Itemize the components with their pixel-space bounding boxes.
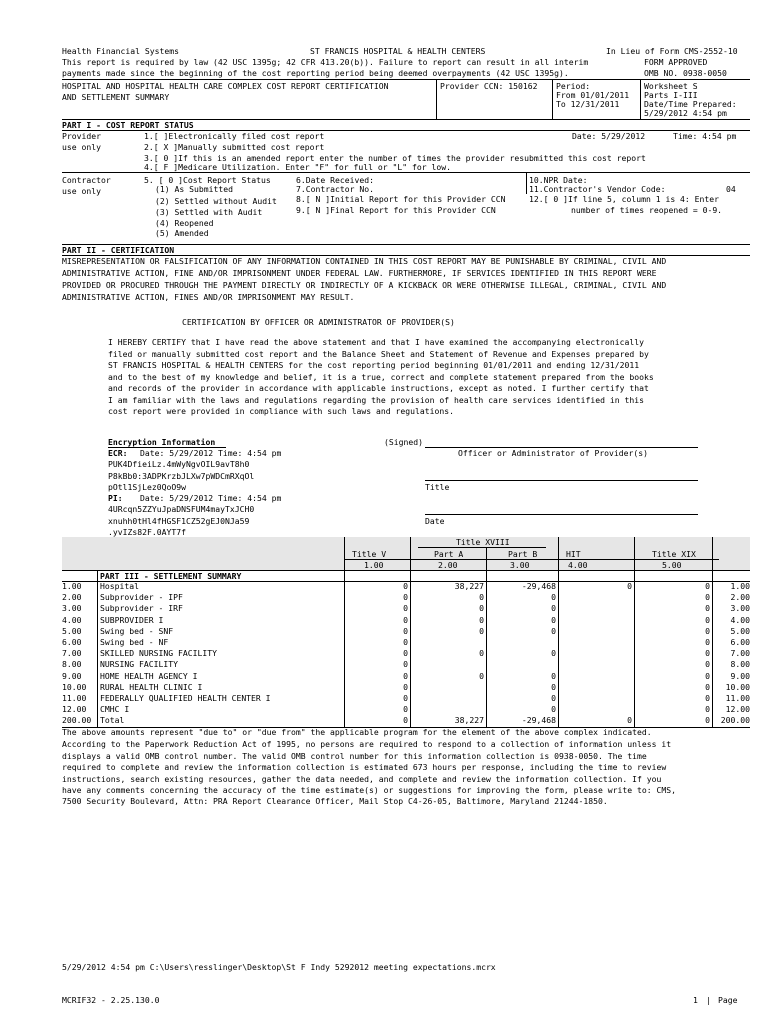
omb-number: OMB NO. 0938-0050 [644, 68, 727, 78]
period-label: Period: [556, 81, 591, 91]
page-number: 1 [693, 995, 698, 1005]
paperwork-line-1: According to the Paperwork Reduction Act of 1995, no persons are required to respond to a collection of information unless it [62, 739, 672, 749]
item-1: 1.[ ]Electronically filed cost report [144, 131, 325, 141]
status-2: (2) Settled without Audit [155, 196, 277, 206]
settlement-cell-h: 0 [627, 715, 632, 726]
settlement-cell-v: 0 [403, 693, 408, 703]
item-3: 3.[ 0 ]If this is an amended report enter the number of times the provider resubmitted this cost report [144, 153, 646, 163]
colnum-5: 5.00 [662, 560, 682, 570]
settlement-cell-a: 38,227 [454, 581, 484, 591]
settlement-cell-v: 0 [403, 715, 408, 726]
form-approved: FORM APPROVED [644, 57, 708, 67]
ecr-code-2: P8kBb0:3ADPKrzbJLXw7pWDCmRXqOl [108, 471, 255, 481]
settlement-cell-b: 0 [551, 670, 556, 681]
settlement-cell-label: HOME HEALTH AGENCY I [100, 670, 198, 681]
settlement-cell-b: 0 [551, 693, 556, 703]
period-to: To 12/31/2011 [556, 99, 620, 109]
settlement-cell-n: 8.00 [62, 659, 82, 670]
ecr-code-3: pOtl1SjLez0QoO9w [108, 482, 186, 492]
paperwork-line-5: have any comments concerning the accuracy of the time estimate(s) or suggestions for improving the form, please write to: CMS, [62, 785, 676, 795]
ecr-label: ECR: [108, 448, 128, 458]
settlement-cell-r: 8.00 [730, 659, 750, 670]
settlement-cell-v: 0 [403, 603, 408, 614]
settlement-cell-x: 0 [705, 659, 710, 670]
part3-title: PART III - SETTLEMENT SUMMARY [100, 571, 242, 581]
grid-line [97, 570, 98, 727]
status-4: (4) Reopened [155, 218, 214, 228]
settlement-cell-label: Total [100, 715, 125, 726]
cert-line-6: I am familiar with the laws and regulations regarding the provision of health care services identified in this [108, 395, 645, 405]
settlement-cell-x: 0 [705, 670, 710, 681]
item-6: 6.Date Received: [296, 175, 374, 185]
settlement-cell-x: 0 [705, 581, 710, 591]
ecr-code-1: PUK4DfieiLz.4mWyNgvOIL9avT8h0 [108, 459, 250, 469]
officer-label: Officer or Administrator of Provider(s) [458, 448, 649, 458]
settlement-cell-n: 6.00 [62, 637, 82, 647]
pi-code-2: xnuhh0tHl4fHGSF1CZ52gEJ0NJa59 [108, 516, 250, 526]
col-title-xix: Title XIX [652, 549, 696, 559]
settlement-cell-n: 200.00 [62, 715, 92, 726]
settlement-cell-v: 0 [403, 670, 408, 681]
warning-line-3: PROVIDED OR PROCURED THROUGH THE PAYMENT DIRECTLY OR INDIRECTLY OF A KICKBACK OR WERE OTHERWISE ILLEGAL, CRIMINAL, CIVIL AND [62, 280, 667, 290]
settlement-cell-x: 0 [705, 681, 710, 692]
colnum-3: 3.00 [510, 560, 530, 570]
settlement-cell-n: 11.00 [62, 693, 87, 703]
date-prepared-label: Date/Time Prepared: [644, 99, 737, 109]
header-left: Health Financial Systems [62, 46, 179, 56]
settlement-cell-r: 5.00 [730, 625, 750, 636]
settlement-cell-r: 2.00 [730, 592, 750, 603]
item-10: 10.NPR Date: [529, 175, 588, 185]
report-title-2: AND SETTLEMENT SUMMARY [62, 92, 170, 102]
settlement-cell-label: NURSING FACILITY [100, 659, 178, 670]
worksheet: Worksheet S [644, 81, 698, 91]
page-label: Page [718, 995, 738, 1005]
settlement-cell-a: 38,227 [454, 715, 484, 726]
header-form-label: In Lieu of Form CMS-2552-10 [606, 46, 738, 56]
item-7: 7.Contractor No. [296, 184, 374, 194]
settlement-cell-a: 0 [479, 603, 484, 614]
pi-datetime: Date: 5/29/2012 Time: 4:54 pm [140, 493, 282, 503]
grid-line [712, 537, 713, 727]
settlement-cell-v: 0 [403, 581, 408, 591]
settlement-cell-v: 0 [403, 704, 408, 715]
col-part-a: Part A [434, 549, 464, 559]
settlement-cell-x: 0 [705, 625, 710, 636]
divider [418, 547, 546, 548]
colnum-2: 2.00 [438, 560, 458, 570]
provider-use-1: Provider [62, 131, 101, 141]
settlement-cell-label: Subprovider - IRF [100, 603, 183, 614]
settlement-cell-v: 0 [403, 637, 408, 647]
settlement-cell-v: 0 [403, 648, 408, 659]
paperwork-line-2: displays a valid OMB control number. The valid OMB control number for this information collection is 0938-0050. The time [62, 751, 647, 761]
cert-line-4: and to the best of my knowledge and belief, it is a true, correct and complete statement prepared from the books [108, 372, 654, 382]
settlement-cell-x: 0 [705, 648, 710, 659]
paperwork-line-6: 7500 Security Boulevard, Attn: PRA Report Clearance Officer, Mail Stop C4-26-05, Baltimore, Maryland 21244-1850. [62, 796, 608, 806]
table-header-bg [62, 537, 750, 570]
item-4: 4.[ F ]Medicare Utilization. Enter "F" for full or "L" for low. [144, 162, 451, 172]
settlement-cell-b: 0 [551, 648, 556, 659]
encryption-title: Encryption Information [108, 437, 216, 447]
settlement-cell-label: RURAL HEALTH CLINIC I [100, 681, 203, 692]
settlement-cell-n: 3.00 [62, 603, 82, 614]
settlement-cell-b: 0 [551, 681, 556, 692]
pi-label: PI: [108, 493, 123, 503]
status-1: (1) As Submitted [155, 184, 233, 194]
title-line [425, 480, 698, 481]
settlement-cell-r: 4.00 [730, 614, 750, 625]
cert-line-7: cost report were provided in compliance with such laws and regulations. [108, 406, 454, 416]
colnum-1: 1.00 [364, 560, 384, 570]
divider [526, 172, 527, 194]
settlement-cell-n: 9.00 [62, 670, 82, 681]
pi-code-3: .yvIZs82F.0AYT7f [108, 527, 186, 537]
settlement-cell-x: 0 [705, 614, 710, 625]
settlement-cell-x: 0 [705, 715, 710, 726]
settlement-cell-label: Subprovider - IPF [100, 592, 183, 603]
settlement-cell-n: 10.00 [62, 681, 87, 692]
settlement-cell-r: 12.00 [725, 704, 750, 715]
provider-ccn: Provider CCN: 150162 [440, 81, 538, 91]
settlement-cell-v: 0 [403, 614, 408, 625]
settlement-cell-r: 10.00 [725, 681, 750, 692]
settlement-cell-x: 0 [705, 603, 710, 614]
signed-label: (Signed) [384, 437, 423, 447]
settlement-cell-x: 0 [705, 704, 710, 715]
grid-line [558, 537, 559, 727]
amounts-note: The above amounts represent "due to" or "due from" the applicable program for the element of the above complex indicated. [62, 727, 652, 737]
divider [62, 79, 750, 80]
divider [640, 79, 641, 119]
settlement-cell-v: 0 [403, 625, 408, 636]
item-12b: number of times reopened = 0-9. [571, 205, 723, 215]
settlement-cell-label: Swing bed - NF [100, 637, 169, 647]
settlement-cell-n: 2.00 [62, 592, 82, 603]
report-title-1: HOSPITAL AND HOSPITAL HEALTH CARE COMPLEX COST REPORT CERTIFICATION [62, 81, 389, 91]
item-1-time: Time: 4:54 pm [673, 131, 737, 141]
settlement-cell-v: 0 [403, 659, 408, 670]
settlement-cell-label: Swing bed - SNF [100, 625, 174, 636]
page-separator: | [706, 995, 711, 1005]
provider-use-2: use only [62, 142, 101, 152]
settlement-cell-a: 0 [479, 648, 484, 659]
col-title-v: Title V [352, 549, 387, 559]
settlement-cell-x: 0 [705, 637, 710, 647]
part2-title: PART II - CERTIFICATION [62, 245, 175, 255]
settlement-cell-r: 11.00 [725, 693, 750, 703]
settlement-cell-n: 5.00 [62, 625, 82, 636]
settlement-cell-label: SKILLED NURSING FACILITY [100, 648, 217, 659]
notice-line-1: This report is required by law (42 USC 1395g; 42 CFR 413.20(b)). Failure to report can result in all interim [62, 57, 589, 67]
settlement-cell-r: 200.00 [720, 715, 750, 726]
divider [552, 79, 553, 119]
settlement-cell-r: 6.00 [730, 637, 750, 647]
settlement-cell-r: 7.00 [730, 648, 750, 659]
notice-line-2: payments made since the beginning of the cost reporting period being deemed overpayments (42 USC 1395g). [62, 68, 569, 78]
title-xviii-label: Title XVIII [456, 537, 510, 547]
settlement-cell-b: -29,468 [521, 715, 556, 726]
contractor-use-2: use only [62, 186, 101, 196]
item-5: 5. [ 0 ]Cost Report Status [144, 175, 271, 185]
settlement-cell-r: 9.00 [730, 670, 750, 681]
settlement-cell-label: CMHC I [100, 704, 130, 715]
part1-title: PART I - COST REPORT STATUS [62, 120, 194, 130]
pi-code-1: 4URcqn5ZZYuJpaDNSFUM4mayTxJCH0 [108, 504, 255, 514]
settlement-cell-n: 7.00 [62, 648, 82, 659]
paperwork-line-3: required to complete and review the information collection is estimated 673 hours per response, including the time to review [62, 762, 667, 772]
cert-line-2: filed or manually submitted cost report and the Balance Sheet and Statement of Revenue and Expenses prepared by [108, 349, 649, 359]
settlement-cell-b: -29,468 [521, 581, 556, 591]
settlement-cell-n: 1.00 [62, 581, 82, 591]
cert-line-1: I HEREBY CERTIFY that I have read the above statement and that I have examined the accompanying electronically [108, 337, 645, 347]
settlement-cell-b: 0 [551, 704, 556, 715]
footer-version: MCRIF32 - 2.25.130.0 [62, 995, 160, 1005]
settlement-cell-v: 0 [403, 592, 408, 603]
warning-line-4: ADMINISTRATIVE ACTION, FINES AND/OR IMPRISONMENT MAY RESULT. [62, 292, 355, 302]
settlement-cell-a: 0 [479, 670, 484, 681]
status-3: (3) Settled with Audit [155, 207, 263, 217]
title-field-label: Title [425, 482, 450, 492]
date-field-label: Date [425, 516, 445, 526]
col-part-b: Part B [508, 549, 538, 559]
settlement-cell-n: 12.00 [62, 704, 87, 715]
item-11-value: 04 [726, 184, 736, 194]
date-line [425, 514, 698, 515]
settlement-cell-label: SUBPROVIDER I [100, 614, 164, 625]
footer-path: 5/29/2012 4:54 pm C:\Users\resslinger\Desktop\St F Indy 5292012 meeting expectations.mcrx [62, 962, 496, 972]
item-11: 11.Contractor's Vendor Code: [529, 184, 666, 194]
settlement-cell-b: 0 [551, 625, 556, 636]
warning-line-1: MISREPRESENTATION OR FALSIFICATION OF ANY INFORMATION CONTAINED IN THIS COST REPORT MAY BE PUNISHABLE BY CRIMINAL, CIVIL AND [62, 256, 667, 266]
ecr-datetime: Date: 5/29/2012 Time: 4:54 pm [140, 448, 282, 458]
divider [62, 172, 750, 173]
status-5: (5) Amended [155, 228, 209, 238]
colnum-4: 4.00 [568, 560, 588, 570]
item-2: 2.[ X ]Manually submitted cost report [144, 142, 325, 152]
warning-line-2: ADMINISTRATIVE ACTION, FINE AND/OR IMPRISONMENT UNDER FEDERAL LAW. FURTHERMORE, IF SERVICES IDENTIFIED IN THIS REPORT WERE [62, 268, 657, 278]
item-9: 9.[ N ]Final Report for this Provider CCN [296, 205, 496, 215]
settlement-cell-h: 0 [627, 581, 632, 591]
cert-heading: CERTIFICATION BY OFFICER OR ADMINISTRATOR OF PROVIDER(S) [182, 317, 455, 327]
divider [436, 79, 437, 119]
settlement-cell-x: 0 [705, 592, 710, 603]
settlement-cell-a: 0 [479, 592, 484, 603]
item-8: 8.[ N ]Initial Report for this Provider CCN [296, 194, 506, 204]
item-12: 12.[ 0 ]If line 5, column 1 is 4: Enter [529, 194, 720, 204]
settlement-cell-b: 0 [551, 603, 556, 614]
settlement-cell-a: 0 [479, 625, 484, 636]
paperwork-line-4: instructions, search existing resources, gather the data needed, and complete and review the information collection. If you [62, 774, 662, 784]
settlement-cell-b: 0 [551, 614, 556, 625]
settlement-cell-v: 0 [403, 681, 408, 692]
header-hospital-name: ST FRANCIS HOSPITAL & HEALTH CENTERS [310, 46, 486, 56]
settlement-cell-a: 0 [479, 614, 484, 625]
parts: Parts I-III [644, 90, 698, 100]
settlement-cell-r: 1.00 [730, 581, 750, 591]
settlement-cell-b: 0 [551, 592, 556, 603]
cert-line-3: ST FRANCIS HOSPITAL & HEALTH CENTERS for the cost reporting period beginning 01/01/2011 and ending 12/31/2011 [108, 360, 640, 370]
col-hit: HIT [566, 549, 581, 559]
settlement-cell-label: FEDERALLY QUALIFIED HEALTH CENTER I [100, 693, 271, 703]
cert-line-5: and records of the provider in accordance with applicable instructions, except as noted. I further certify that [108, 383, 649, 393]
settlement-cell-r: 3.00 [730, 603, 750, 614]
date-prepared: 5/29/2012 4:54 pm [644, 108, 727, 118]
item-1-date: Date: 5/29/2012 [572, 131, 646, 141]
settlement-cell-label: Hospital [100, 581, 139, 591]
contractor-use-1: Contractor [62, 175, 111, 185]
settlement-cell-n: 4.00 [62, 614, 82, 625]
period-from: From 01/01/2011 [556, 90, 630, 100]
settlement-cell-x: 0 [705, 693, 710, 703]
